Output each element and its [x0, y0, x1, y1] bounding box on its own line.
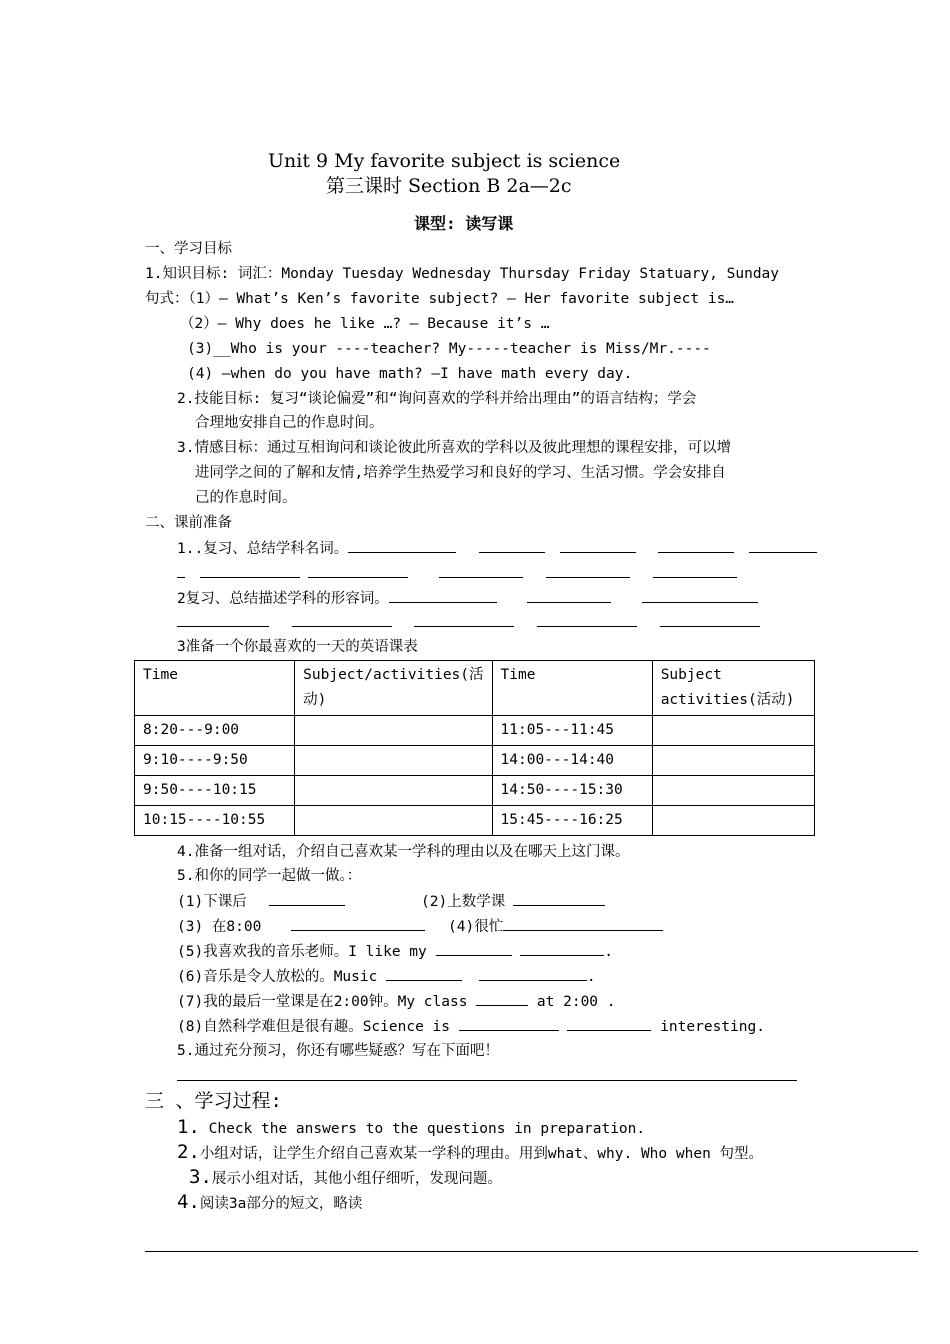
prep-item-3: 3准备一个你最喜欢的一天的英语课表: [177, 639, 418, 655]
table-row: [135, 776, 815, 806]
prep-item-4: 4.准备一组对话，介绍自己喜欢某一学科的理由以及在哪天上这门课。: [177, 844, 630, 860]
blank[interactable]: [537, 612, 637, 627]
blank[interactable]: [479, 538, 545, 553]
blank[interactable]: [386, 966, 462, 981]
prep-item-2: [177, 588, 758, 609]
blank[interactable]: [308, 563, 408, 578]
step-number: 4.: [177, 1191, 200, 1213]
exercise-2-text: (2)上数学课: [421, 894, 506, 910]
blank[interactable]: [476, 991, 528, 1006]
schedule-table: [134, 660, 815, 836]
table-cell[interactable]: [652, 776, 814, 806]
exercise-7-suffix: at 2:00 .: [536, 994, 616, 1010]
page-footer-divider: [145, 1251, 918, 1252]
exercise-5: (5)我喜欢我的音乐老师。I like my .: [177, 941, 613, 962]
page-title: Unit 9 My favorite subject is science: [268, 150, 621, 172]
blank[interactable]: [560, 538, 636, 553]
blank[interactable]: [291, 916, 425, 931]
skill-goal-line1: 2.技能目标: 复习“谈论偏爱”和“询问喜欢的学科并给出理由”的语言结构；学会: [177, 391, 697, 407]
blank[interactable]: [292, 612, 392, 627]
lesson-type: 课型: 读写课: [414, 214, 514, 233]
blank[interactable]: [503, 916, 663, 931]
table-cell[interactable]: [295, 746, 492, 776]
table-cell[interactable]: [652, 806, 814, 836]
table-header-cell: Subject activities(活动): [652, 661, 814, 716]
blank[interactable]: [658, 538, 734, 553]
pattern-2: （2）— Why does he like …? — Because it’s …: [180, 316, 550, 332]
prep-item-1-text: 1..复习、总结学科名词。: [177, 541, 349, 557]
table-cell: 9:50----10:15: [135, 776, 295, 806]
step-number: 2.: [177, 1141, 200, 1163]
table-cell: 10:15----10:55: [135, 806, 295, 836]
blank[interactable]: [513, 891, 605, 906]
exercise-6: (6)音乐是令人放松的。Music .: [177, 966, 596, 987]
table-cell: 15:45----16:25: [492, 806, 652, 836]
blank[interactable]: [439, 563, 523, 578]
table-cell[interactable]: [295, 806, 492, 836]
exercise-6-text: (6)音乐是令人放松的。Music: [177, 969, 378, 985]
exercise-8-text: (8)自然科学难但是很有趣。Science is: [177, 1019, 450, 1035]
blank[interactable]: [414, 612, 514, 627]
section2-heading: 二、课前准备: [145, 515, 232, 531]
blank[interactable]: [520, 941, 604, 956]
blank[interactable]: [567, 1016, 651, 1031]
table-cell: 9:10----9:50: [135, 746, 295, 776]
pattern-3: (3)__Who is your ----teacher? My-----teacher is Miss/Mr.----: [187, 341, 711, 357]
step-text: 小组对话，让学生介绍自己喜欢某一学科的理由。用到what、why. Who when 句型。: [199, 1146, 764, 1162]
table-header-cell: Time: [492, 661, 652, 716]
blank[interactable]: [177, 563, 185, 578]
step-text: 阅读3a部分的短文，略读: [199, 1196, 363, 1212]
exercise-8-suffix: interesting.: [660, 1019, 765, 1035]
prep-item-1: [177, 538, 817, 559]
blank[interactable]: [527, 588, 611, 603]
emotion-goal-line2: 进同学之间的了解和友情,培养学生热爱学习和良好的学习、生活习惯。学会安排自: [195, 465, 726, 481]
process-step-1: [177, 1117, 645, 1139]
emotion-goal-line1: 3.情感目标：通过互相询问和谈论彼此所喜欢的学科以及彼此理想的课程安排，可以增: [177, 440, 731, 456]
blank[interactable]: [389, 588, 497, 603]
exercise-8: [177, 1016, 765, 1037]
exercise-1: [177, 891, 345, 912]
table-header-cell: Subject/activities(活动): [295, 661, 492, 716]
table-row: [135, 746, 815, 776]
blank[interactable]: [459, 1016, 559, 1031]
exercise-1-text: (1)下课后: [177, 894, 247, 910]
exercise-4-text: (4)很忙: [448, 919, 504, 935]
table-row: [135, 716, 815, 746]
table-cell: 11:05---11:45: [492, 716, 652, 746]
section3-heading: 三 、学习过程:: [145, 1090, 282, 1112]
exercise-7-text: (7)我的最后一堂课是在2:00钟。My class: [177, 994, 468, 1010]
blank[interactable]: [177, 612, 269, 627]
table-cell[interactable]: [295, 716, 492, 746]
table-cell[interactable]: [652, 746, 814, 776]
table-cell: 14:00---14:40: [492, 746, 652, 776]
blank[interactable]: [479, 966, 587, 981]
blank[interactable]: [436, 941, 512, 956]
process-step-4: [177, 1192, 362, 1214]
process-step-3: [189, 1167, 502, 1189]
exercise-4: [448, 916, 663, 937]
pattern-1: 句式：（1）— What’s Ken’s favorite subject? — Her favorite subject is…: [145, 291, 735, 307]
table-cell: 14:50----15:30: [492, 776, 652, 806]
blank[interactable]: [653, 563, 737, 578]
answer-line[interactable]: [177, 1080, 797, 1081]
prep-item-2-text: 2复习、总结描述学科的形容词。: [177, 591, 389, 607]
step-text: 展示小组对话，其他小组仔细听，发现问题。: [211, 1171, 502, 1187]
exercise-7: [177, 991, 616, 1012]
section1-heading: 一、学习目标: [145, 241, 232, 257]
exercise-5-text: (5)我喜欢我的音乐老师。I like my: [177, 944, 427, 960]
emotion-goal-line3: 己的作息时间。: [195, 490, 297, 506]
prep-item-1-blanks-row2: [177, 563, 737, 584]
table-cell[interactable]: [295, 776, 492, 806]
skill-goal-line2: 合理地安排自己的作息时间。: [195, 415, 384, 431]
blank[interactable]: [269, 891, 345, 906]
exercise-3-text: (3) 在8:00: [177, 919, 262, 935]
blank[interactable]: [660, 612, 760, 627]
blank[interactable]: [348, 538, 456, 553]
step-text: Check the answers to the questions in preparation.: [208, 1121, 646, 1137]
exercise-3: [177, 916, 425, 937]
knowledge-goal: 1.知识目标: 词汇：Monday Tuesday Wednesday Thursday Friday Statuary, Sunday: [145, 266, 780, 282]
blank[interactable]: [642, 588, 758, 603]
prep-item-5b: 5.通过充分预习，你还有哪些疑惑？写在下面吧！: [177, 1043, 499, 1059]
page-subtitle: 第三课时 Section B 2a—2c: [326, 175, 572, 197]
exercise-2: [421, 891, 605, 912]
blank[interactable]: [200, 563, 300, 578]
prep-item-5: 5.和你的同学一起做一做。：: [177, 868, 362, 884]
step-number: 1.: [177, 1116, 200, 1138]
table-header-cell: Time: [135, 661, 295, 716]
process-step-2: [177, 1142, 763, 1164]
blank[interactable]: [749, 538, 817, 553]
table-row: [135, 806, 815, 836]
table-cell: 8:20---9:00: [135, 716, 295, 746]
prep-item-2-blanks-row2: [177, 612, 760, 633]
step-number: 3.: [189, 1166, 212, 1188]
table-header-row: [135, 661, 815, 716]
table-cell[interactable]: [652, 716, 814, 746]
pattern-4: (4) —when do you have math? —I have math every day.: [187, 366, 633, 382]
blank[interactable]: [546, 563, 630, 578]
